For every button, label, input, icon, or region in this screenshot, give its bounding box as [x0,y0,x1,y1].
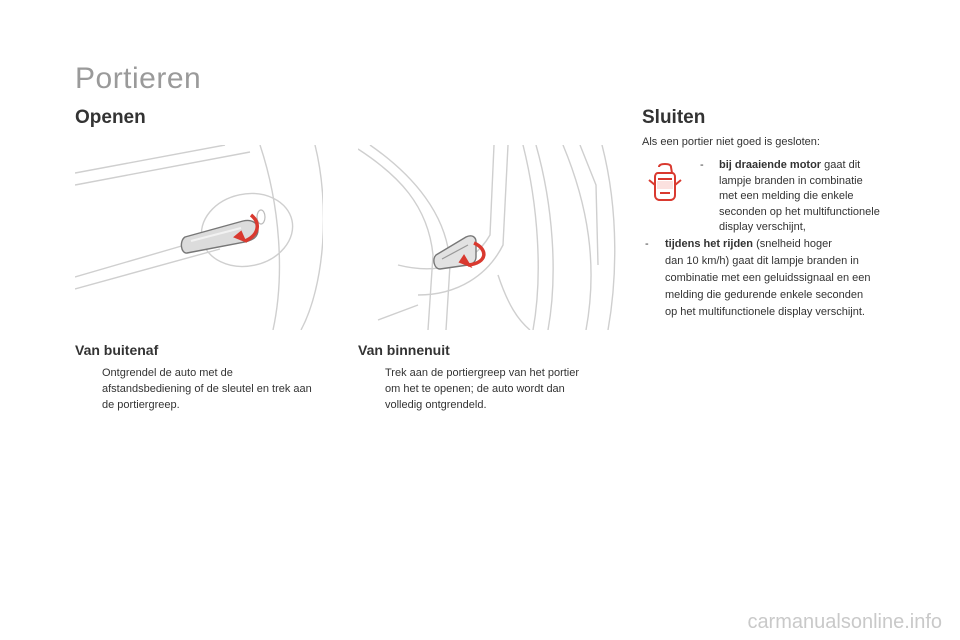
warning-item-engine-running [700,158,910,238]
instruction-line: volledig ontgrendeld. [385,399,487,411]
list-dash: - [645,238,649,250]
instruction-line: Ontgrendel de auto met de [102,367,233,379]
list-dash: - [700,159,704,171]
item-line: met een melding die enkele [719,190,854,202]
watermark: carmanualsonline.info [747,611,942,633]
item-line: op het multifunctionele display verschijnt. [665,306,865,318]
item-bold: bij draaiende motor [719,159,822,171]
item-text: (snelheid hoger [753,238,832,250]
instruction-line: Trek aan de portiergreep van het portier [385,367,580,379]
item-line: lampje branden in combinatie [719,174,863,187]
instruction-line: afstandsbediening of de sleutel en trek aan [102,383,312,395]
instruction-buitenaf [79,365,339,417]
item-line: combinatie met een geluidssignaal en een [665,272,871,284]
sluiten-intro: Als een portier niet goed is gesloten: [642,136,820,148]
section-heading-sluiten: Sluiten [642,107,706,128]
instruction-binnenuit [362,365,622,417]
instruction-line: om het te openen; de auto wordt dan [385,383,565,395]
item-line: display verschijnt, [719,221,806,233]
instruction-line: de portiergreep. [102,399,180,411]
exterior-door-handle-illustration [75,145,323,330]
interior-door-handle-illustration [358,145,620,330]
item-bold: tijdens het rijden [665,238,754,250]
item-line: melding die gedurende enkele seconden [665,289,864,301]
section-heading-openen: Openen [75,107,146,128]
item-text: gaat dit [821,159,861,171]
item-line: dan 10 km/h) gaat dit lampje branden in [665,255,859,267]
item-line: seconden op het multifunctionele [719,205,880,218]
page-title: Portieren [75,62,202,95]
subheading-van-binnenuit: Van binnenuit [358,342,450,358]
warning-item-driving [645,236,915,318]
door-open-warning-icon [648,163,682,203]
subheading-van-buitenaf: Van buitenaf [75,342,159,358]
